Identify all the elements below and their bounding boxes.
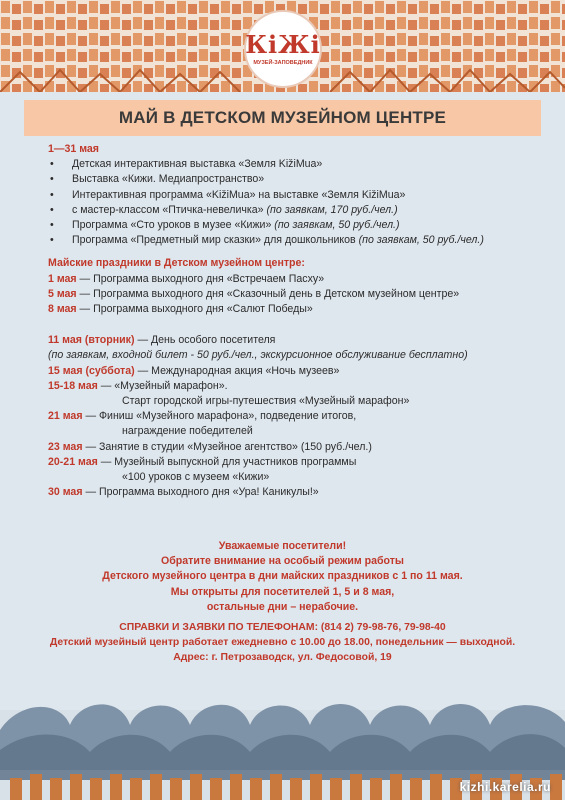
event-continuation: Старт городской игры-путешествия «Музейный марафон» — [122, 395, 410, 408]
event-date: 11 мая (вторник) — [48, 334, 135, 347]
event-note: (по заявкам, входной билет - 50 руб./чел., экскурсионное обслуживание бесплатно) — [48, 349, 468, 362]
list-item — [48, 188, 548, 203]
visitor-notice — [0, 539, 565, 615]
exhibit-text: Интерактивная программа «KižiMua» на выставке «Земля KižiMua» — [72, 188, 406, 201]
event-date: 15-18 мая — [48, 379, 98, 392]
address-line: Адрес: г. Петрозаводск, ул. Федосовой, 19 — [173, 652, 392, 664]
exhibit-text: Детская интерактивная выставка «Земля KižiMua» — [72, 158, 323, 171]
exhibit-list — [48, 157, 548, 248]
event-date: 23 мая — [48, 440, 83, 453]
holiday-date: 5 мая — [48, 287, 77, 300]
list-item — [48, 233, 548, 248]
website-watermark[interactable]: kizhi.karelia.ru — [459, 780, 551, 794]
event-row — [48, 333, 548, 348]
event-row — [48, 379, 548, 394]
page-title: МАЙ В ДЕТСКОМ МУЗЕЙНОМ ЦЕНТРЕ — [118, 108, 447, 127]
roof-decoration — [0, 0, 565, 92]
event-text: — Финиш «Музейного марафона», подведение итогов, — [82, 410, 357, 423]
event-row — [48, 364, 548, 379]
holiday-row — [48, 272, 548, 287]
hours-line: Детский музейный центр работает ежедневно с 10.00 до 18.00, понедельник — выходной. — [49, 637, 516, 649]
exhibit-note: (по заявкам, 170 руб./чел.) — [266, 203, 398, 216]
holiday-date: 1 мая — [48, 272, 77, 285]
exhibit-text: Программа «Сто уроков в музее «Кижи» — [72, 219, 275, 232]
event-row — [48, 455, 548, 470]
event-continuation: награждение победителей — [122, 425, 253, 438]
holiday-row — [48, 302, 548, 317]
exhibit-text: Программа «Предметный мир сказки» для дошкольников — [72, 234, 359, 247]
notice-line: Мы открыты для посетителей 1, 5 и 8 мая, — [170, 585, 395, 598]
holidays-heading: Майские праздники в Детском музейном центре: — [48, 257, 305, 270]
exhibit-note: (по заявкам, 50 руб./чел.) — [274, 219, 400, 232]
event-row — [48, 440, 548, 455]
list-item — [48, 172, 548, 187]
event-date: 20-21 мая — [48, 455, 98, 468]
event-text: — Музейный выпускной для участников программы — [97, 455, 357, 468]
exhibit-note: (по заявкам, 50 руб./чел.) — [358, 234, 484, 247]
notice-line: остальные дни – нерабочие. — [206, 600, 359, 613]
notice-line: Уважаемые посетители! — [218, 540, 347, 552]
program-content — [48, 142, 548, 500]
event-continuation: «100 уроков с музеем «Кижи» — [122, 471, 270, 484]
event-text: — Программа выходного дня «Ура! Каникулы!» — [82, 486, 319, 499]
event-text: — Международная акция «Ночь музеев» — [134, 364, 340, 377]
museum-logo[interactable] — [244, 10, 322, 88]
holiday-row — [48, 287, 548, 302]
notice-line: Обратите внимание на особый режим работы — [161, 555, 404, 568]
event-text: — «Музейный марафон». — [97, 379, 228, 392]
event-row — [48, 409, 548, 424]
event-date: 30 мая — [48, 486, 83, 499]
exhibit-text: с мастер-классом «Птичка-невеличка» — [72, 203, 267, 216]
holiday-text: — Программа выходного дня «Салют Победы» — [76, 303, 313, 316]
event-text: — День особого посетителя — [134, 334, 276, 347]
event-row — [48, 485, 548, 500]
list-item — [48, 218, 548, 233]
title-band — [24, 100, 541, 136]
list-item — [48, 203, 548, 218]
event-text: — Занятие в студии «Музейное агентство» (150 руб./чел.) — [82, 440, 372, 453]
holiday-date: 8 мая — [48, 303, 77, 316]
holiday-text: — Программа выходного дня «Встречаем Пасху» — [76, 272, 325, 285]
period-heading: 1—31 мая — [48, 143, 99, 155]
contacts-block — [0, 620, 565, 666]
holiday-text: — Программа выходного дня «Сказочный день в Детском музейном центре» — [76, 287, 460, 300]
event-date: 21 мая — [48, 410, 83, 423]
notice-line: Детского музейного центра в дни майских праздников с 1 по 11 мая. — [102, 570, 463, 583]
exhibit-text: Выставка «Кижи. Медиапространство» — [72, 173, 265, 186]
logo-mark: КiЖi — [245, 30, 321, 59]
logo-subtitle: МУЗЕЙ-ЗАПОВЕДНИК — [253, 60, 313, 66]
list-item — [48, 157, 548, 172]
event-date: 15 мая (суббота) — [48, 364, 135, 377]
phones-line: СПРАВКИ И ЗАЯВКИ ПО ТЕЛЕФОНАМ: (814 2) 79-98-76, 79-98-40 — [119, 622, 446, 633]
